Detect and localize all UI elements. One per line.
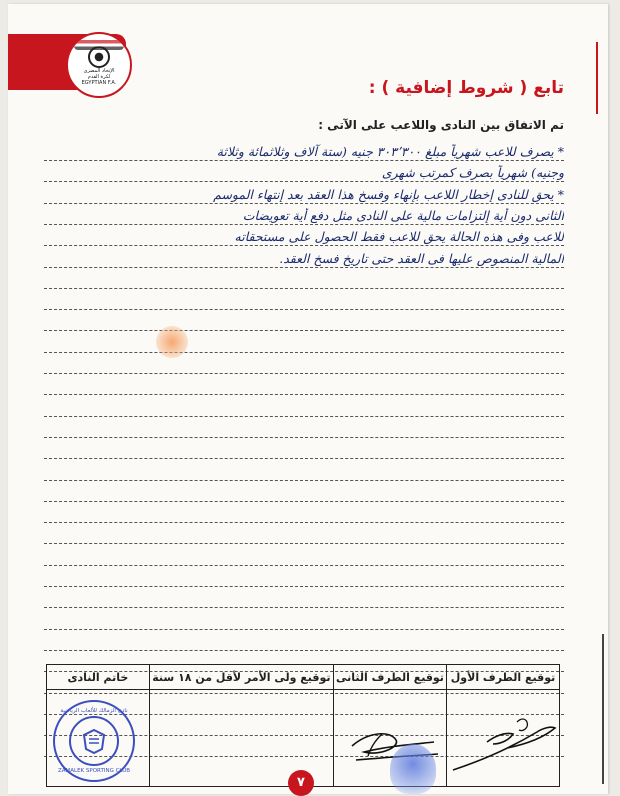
page-number-badge: ٧ [288,770,314,796]
ruled-line [44,458,564,459]
ruled-line [44,416,564,417]
federation-logo [66,32,132,98]
ruled-line [44,543,564,544]
ruled-line [44,181,564,182]
signature-table [46,664,560,787]
ruled-line [44,480,564,481]
ruled-line [44,160,564,161]
logo-text-2: لكرة القدم [87,74,111,80]
ruled-line [44,203,564,204]
ruled-line [44,245,564,246]
club-stamp-cell [47,690,150,787]
handwritten-line: الثانى دون أية إلتزامات مالية على النادى مثل دفع أية تعويضات [242,207,564,223]
ruled-line [44,267,564,268]
ruled-line [44,607,564,608]
ruled-line [44,309,564,310]
blue-ink-smudge [390,744,436,794]
ruled-line [44,501,564,502]
stamp-text-ar: نادى الزمالك للألعاب الرياضية [60,708,128,714]
handwritten-line: للاعب وفى هذه الحالة يحق للاعب فقط الحصول على مستحقاته [234,229,564,245]
ruled-line [44,352,564,353]
flag-stripes [74,40,124,50]
stamp-text-en: ZAMALEK SPORTING CLUB [57,768,131,774]
ruled-line [44,288,564,289]
first-party-signature-cell [446,690,559,787]
club-emblem-icon [80,727,108,755]
club-stamp [53,700,135,782]
logo-text-1: الإتحاد المصرى [83,68,115,74]
ruled-line [44,650,564,651]
right-accent-rule [596,42,598,114]
stamp-inner-ring [69,716,119,766]
ruled-line [44,437,564,438]
handwritten-line: * يصرف للاعب شهرياً مبلغ ٣٠٣٬٣٠٠ جنيه (ستة آلاف وثلاثمائة وثلاثة [216,144,564,159]
handwritten-line: * يحق للنادى إخطار اللاعب بإنهاء وفسخ هذا العقد بعد إنتهاء الموسم [213,186,564,202]
first-party-signature [447,692,559,784]
ruled-line [44,394,564,395]
right-edge-rule [602,634,604,784]
ruled-line [44,565,564,566]
agreement-subtitle: تم الاتفاق بين النادى واللاعب على الآتى : [318,118,564,132]
ruled-line [44,586,564,587]
orange-mark [156,326,188,358]
handwritten-line: المالية المنصوص عليها فى العقد حتى تاريخ فسخ العقد. [279,250,564,266]
ruled-line [44,373,564,374]
page-title: تابع ( شروط إضافية ) : [368,78,564,98]
ruled-line [44,224,564,225]
logo-text-3: EGYPTIAN F.A. [81,80,117,86]
header-club-stamp: خاتم النادى [47,665,150,690]
header-first-party: توقيع الطرف الأول [446,665,559,690]
header-second-party: توقيع الطرف الثانى [334,665,447,690]
ruled-line [44,330,564,331]
handwritten-line: وجنيه) شهرياً بصرف كمرتب شهرى [381,165,564,181]
ruled-line [44,629,564,630]
ruled-line [44,522,564,523]
header-guardian-signature: توقيع ولى الأمر لأقل من ١٨ سنة [149,665,333,690]
